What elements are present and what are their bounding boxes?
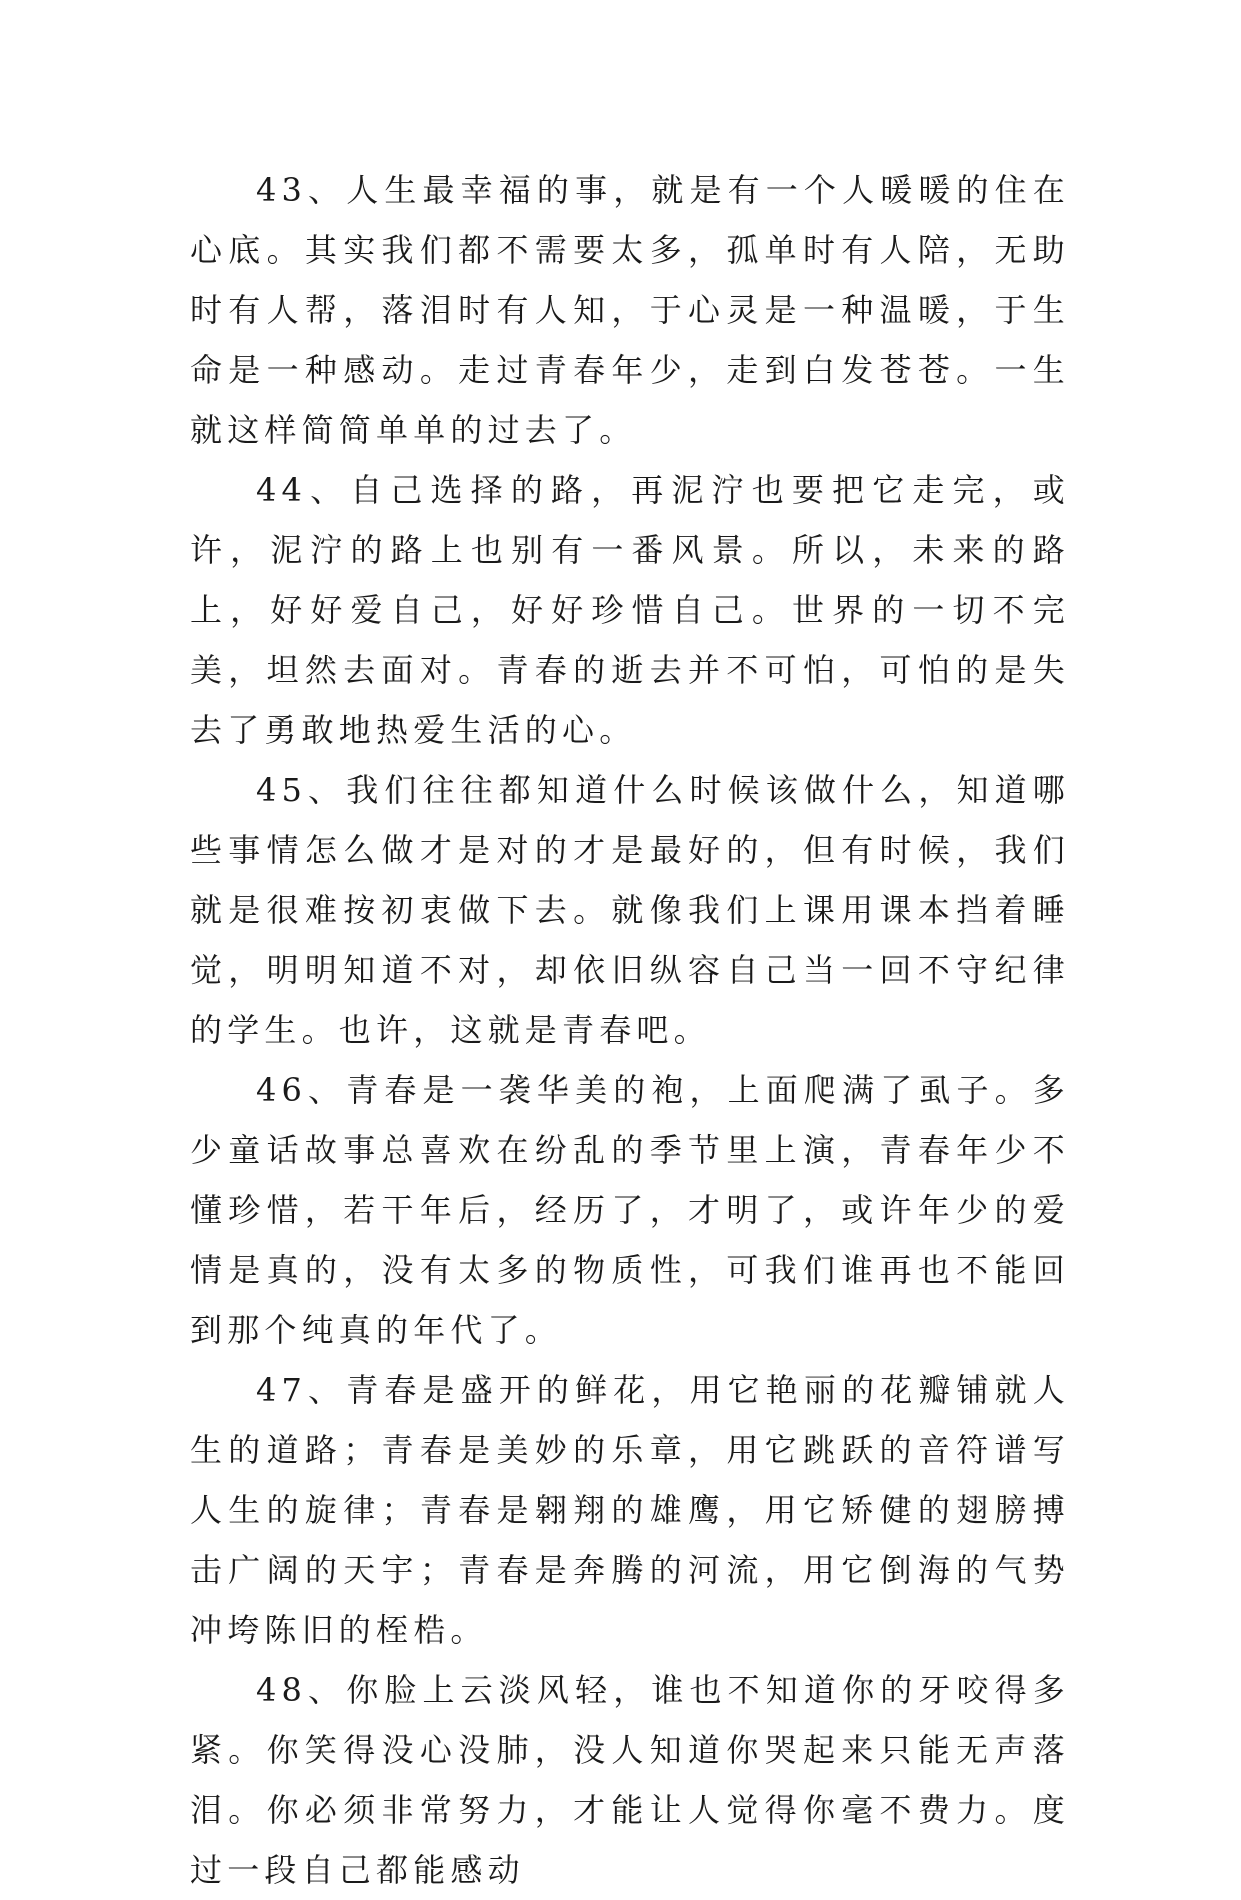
document-body xyxy=(190,160,1070,1900)
paragraph-45: 45、我们往往都知道什么时候该做什么，知道哪些事情怎么做才是对的才是最好的，但有时候，我们就是很难按初衷做下去。就像我们上课用课本挡着睡觉，明明知道不对，却依旧纵容自己当一回不守纪律的学生。也许，这就是青春吧。 xyxy=(190,771,1070,1049)
paragraph-47: 47、青春是盛开的鲜花，用它艳丽的花瓣铺就人生的道路；青春是美妙的乐章，用它跳跃的音符谱写人生的旋律；青春是翱翔的雄鹰，用它矫健的翅膀搏击广阔的天宇；青春是奔腾的河流，用它倒海的气势冲垮陈旧的桎梏。 xyxy=(190,1371,1070,1649)
paragraph-46: 46、青春是一袭华美的袍，上面爬满了虱子。多少童话故事总喜欢在纷乱的季节里上演，青春年少不懂珍惜，若干年后，经历了，才明了，或许年少的爱情是真的，没有太多的物质性，可我们谁再也不能回到那个纯真的年代了。 xyxy=(190,1071,1070,1349)
paragraph-48: 48、你脸上云淡风轻，谁也不知道你的牙咬得多紧。你笑得没心没肺，没人知道你哭起来只能无声落泪。你必须非常努力，才能让人觉得你毫不费力。度过一段自己都能感动 xyxy=(190,1671,1070,1889)
paragraph-44: 44、自己选择的路，再泥泞也要把它走完，或许，泥泞的路上也别有一番风景。所以，未来的路上，好好爱自己，好好珍惜自己。世界的一切不完美，坦然去面对。青春的逝去并不可怕，可怕的是失去了勇敢地热爱生活的心。 xyxy=(190,471,1070,749)
paragraph-43: 43、人生最幸福的事，就是有一个人暖暖的住在心底。其实我们都不需要太多，孤单时有人陪，无助时有人帮，落泪时有人知，于心灵是一种温暖，于生命是一种感动。走过青春年少，走到白发苍苍。一生就这样简简单单的过去了。 xyxy=(190,171,1070,449)
